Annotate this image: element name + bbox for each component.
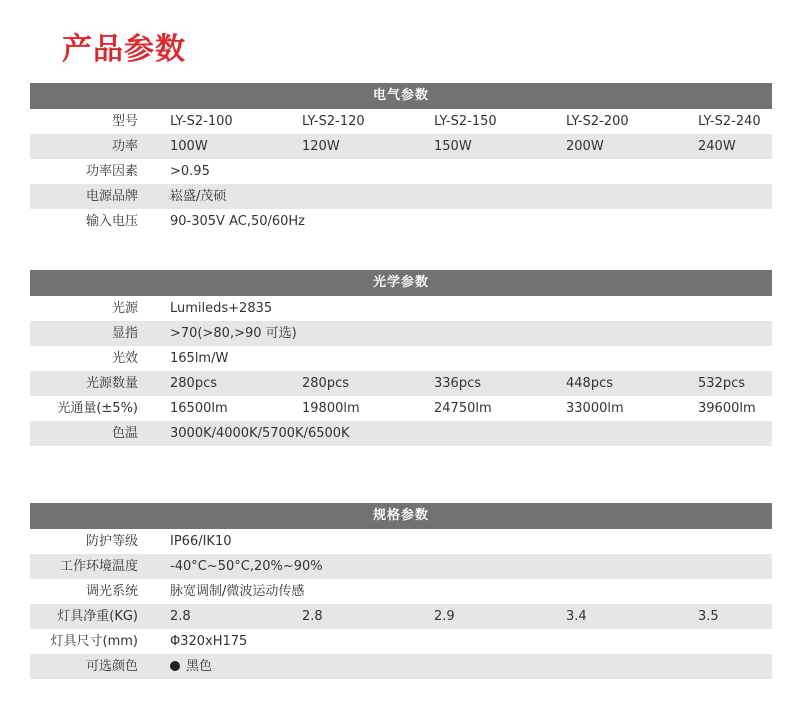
row-efficacy xyxy=(30,346,772,371)
cell: 165lm/W xyxy=(170,351,229,366)
cell: 240W xyxy=(698,139,736,154)
cell: 448pcs xyxy=(566,376,613,391)
cell: LY-S2-100 xyxy=(170,114,233,129)
cell: 3.4 xyxy=(566,609,587,624)
electrical-section xyxy=(30,83,772,243)
spec-header: 规格参数 xyxy=(30,503,772,529)
row-label: 工作环境温度 xyxy=(59,559,138,574)
cell: 崧盛/茂硕 xyxy=(170,189,227,204)
row-label: 可选颜色 xyxy=(85,659,138,674)
cell: 200W xyxy=(566,139,604,154)
cell: 2.8 xyxy=(170,609,191,624)
cell: 280pcs xyxy=(302,376,349,391)
cell: LY-S2-200 xyxy=(566,114,629,129)
electrical-header: 电气参数 xyxy=(30,83,772,109)
cell: LY-S2-150 xyxy=(434,114,497,129)
cell: IP66/IK10 xyxy=(170,534,232,549)
row-cct xyxy=(30,421,772,446)
row-label: 功率 xyxy=(111,139,138,154)
row-color-options xyxy=(30,654,772,679)
cell: >70(>80,>90 可选) xyxy=(170,326,297,341)
row-light-source xyxy=(30,296,772,321)
row-label: 调光系统 xyxy=(85,584,138,599)
row-label: 色温 xyxy=(111,426,138,441)
cell: 150W xyxy=(434,139,472,154)
cell: 2.8 xyxy=(302,609,323,624)
spec-section xyxy=(30,503,772,679)
row-label: 灯具尺寸(mm) xyxy=(50,634,138,649)
section-spacer xyxy=(30,446,772,493)
row-label: 防护等级 xyxy=(85,534,138,549)
row-label: 功率因素 xyxy=(85,164,138,179)
cell: 120W xyxy=(302,139,340,154)
row-dimensions xyxy=(30,629,772,654)
row-label: 光源数量 xyxy=(85,376,138,391)
row-model xyxy=(30,109,772,134)
cell: LY-S2-240 xyxy=(698,114,761,129)
cell: 280pcs xyxy=(170,376,217,391)
cell: LY-S2-120 xyxy=(302,114,365,129)
cell: Φ320xH175 xyxy=(170,634,248,649)
cell: 100W xyxy=(170,139,208,154)
cell: -40°C~50°C,20%~90% xyxy=(170,559,323,574)
cell: 39600lm xyxy=(698,401,756,416)
black-dot-icon xyxy=(170,661,180,671)
row-ip-rating xyxy=(30,529,772,554)
row-cri xyxy=(30,321,772,346)
cell: 532pcs xyxy=(698,376,745,391)
row-net-weight xyxy=(30,604,772,629)
row-label: 光效 xyxy=(111,351,138,366)
optical-section xyxy=(30,270,772,493)
color-option xyxy=(170,654,212,679)
cell: 19800lm xyxy=(302,401,360,416)
cell: 2.9 xyxy=(434,609,455,624)
row-label: 电源品牌 xyxy=(85,189,138,204)
color-option-label: 黑色 xyxy=(186,659,213,674)
cell: 3.5 xyxy=(698,609,719,624)
cell: 336pcs xyxy=(434,376,481,391)
row-power xyxy=(30,134,772,159)
page-title: 产品参数 xyxy=(62,32,186,67)
optical-header: 光学参数 xyxy=(30,270,772,296)
row-input-voltage xyxy=(30,209,772,243)
row-label: 光通量(±5%) xyxy=(57,401,138,416)
cell: 33000lm xyxy=(566,401,624,416)
row-led-count xyxy=(30,371,772,396)
row-label: 灯具净重(KG) xyxy=(57,609,138,624)
row-label: 输入电压 xyxy=(85,214,138,229)
cell: 16500lm xyxy=(170,401,228,416)
cell: 脉宽调制/微波运动传感 xyxy=(170,584,305,599)
cell: 90-305V AC,50/60Hz xyxy=(170,214,306,229)
row-dimming xyxy=(30,579,772,604)
row-label: 型号 xyxy=(111,114,138,129)
row-power-factor xyxy=(30,159,772,184)
cell: Lumileds+2835 xyxy=(170,301,273,316)
cell: 24750lm xyxy=(434,401,492,416)
row-luminous-flux xyxy=(30,396,772,421)
cell: 3000K/4000K/5700K/6500K xyxy=(170,426,350,441)
row-operating-temp xyxy=(30,554,772,579)
row-label: 显指 xyxy=(111,326,138,341)
row-label: 光源 xyxy=(111,301,138,316)
row-driver-brand xyxy=(30,184,772,209)
cell: >0.95 xyxy=(170,164,210,179)
